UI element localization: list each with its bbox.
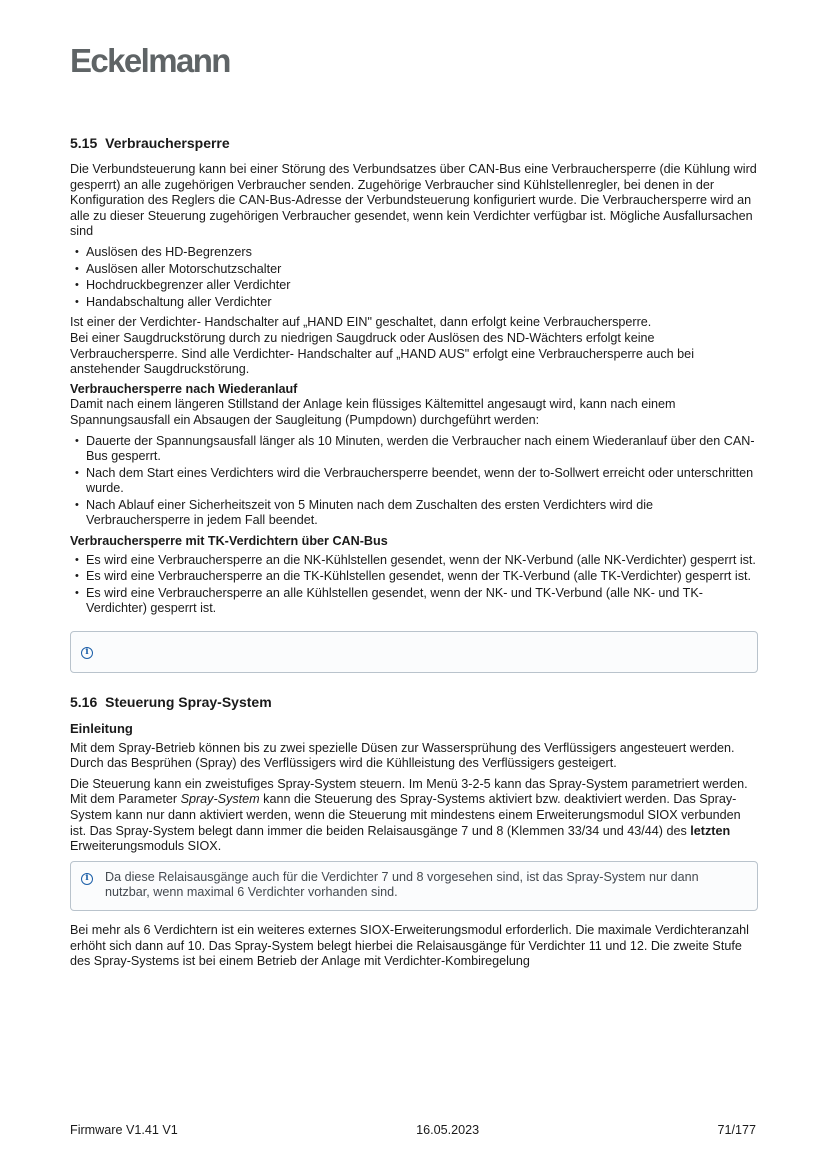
list-item: • Es wird eine Verbrauchersperre an die TK-Kühlstellen gesendet, wenn der TK-Verbund (alle TK-Verdichter) gesperrt ist. [70,569,758,585]
restart-paragraph: Damit nach einem längeren Stillstand der Anlage kein flüssiges Kältemittel angesaugt wird, kann nach einem Spannungsausfall ein Absaugen der Saugleitung (Pumpdown) durchgeführt werden: [70,397,676,427]
spray-paragraph-3: Bei mehr als 6 Verdichtern ist ein weiteres externes SIOX-Erweiterungsmodul erforderlich. Die maximale Verdichteranzahl erhöht sich dann auf 10. Das Spray-System belegt hierbei die Relaisausgänge für Verdichter 11 und 12. Die zweite Stufe des Spray-Systems ist bei einem Betrieb der Anlage mit Verdichter-Kombiregelung [70,922,749,969]
info-icon: i [81,647,93,659]
spray-paragraph-1: Mit dem Spray-Betrieb können bis zu zwei spezielle Düsen zur Wassersprühung des Verflüssigers angesteuert werden. Durch das Besprühen (Spray) des Verflüssigers wird die Kühlleistung des Verflüssigers gesteigert. [70,740,735,771]
parameter-name: Spray-System [180,792,260,807]
text-run: Erweiterungsmoduls SIOX. [70,839,222,854]
footer-page-number: 71/177 [717,1123,756,1137]
info-note-box [70,861,758,911]
list-item: • Es wird eine Verbrauchersperre an alle Kühlstellen gesendet, wenn der NK- und TK-Verbund (alle NK- und TK-Verdichter) gesperrt ist. [70,586,758,617]
list-item: • Es wird eine Verbrauchersperre an die NK-Kühlstellen gesendet, wenn der NK-Verbund (alle NK-Verdichter) gesperrt ist. [70,553,758,569]
list-item: • Hochdruckbegrenzer aller Verdichter [70,278,758,294]
page-footer [70,1123,756,1139]
intro-subheading: Einleitung [70,721,133,737]
intro-paragraph: Die Verbundsteuerung kann bei einer Störung des Verbundsatzes über CAN-Bus eine Verbrauchersperre (die Kühlung wird gesperrt) an alle zugehörigen Verbraucher senden. Zugehörige Verbraucher sind Kühlstellenregler, bei denen in der Konfiguration des Reglers die CAN-Bus-Adresse der Verbundsteuerung konfiguriert wurde. Die Verbrauchersperre wird an alle zu dieser Steuerung zugehörigen Verbraucher gesendet, wenn kein Verdichter verfügbar ist. Mögliche Ausfallursachen sind [70,162,757,239]
info-icon: i [81,873,93,885]
restart-heading: Verbrauchersperre nach Wiederanlauf [70,381,298,396]
section-heading-verbrauchersperre [70,134,758,152]
footer-date: 16.05.2023 [416,1123,480,1137]
section-heading-spray-system [70,693,758,711]
footer-version: Firmware V1.41 V1 [70,1123,178,1137]
list-item: • Dauerte der Spannungsausfall länger als 10 Minuten, werden die Verbraucher nach einem Wiederanlauf über den CAN-Bus gesperrt. [70,434,758,465]
failure-causes-list [70,245,758,310]
page-content [70,134,758,975]
section-title: Verbrauchersperre [105,135,230,151]
text-run: kann die Steuerung des Spray-Systems aktiviert bzw. deaktiviert werden. Das Spray-System kann nur dann aktiviert werden, wenn die Steuerung mit mindestens einem Erweiterungsmodul SIOX verbunden ist. Das Spray-System belegt dann immer die beiden Relaisausgänge 7 und 8 (Klemmen 33/34 und 43/44) des [70,792,741,838]
restart-list [70,434,758,530]
tk-heading: Verbrauchersperre mit TK-Verdichtern über CAN-Bus [70,534,388,549]
spray-paragraph-2 [70,777,758,855]
emphasis-text: letzten [690,823,731,838]
section-number: 5.16 [70,694,98,711]
note-text: Da diese Relaisausgänge auch für die Verdichter 7 und 8 vorgesehen sind, ist das Spray-System nur dann nutzbar, wenn maximal 6 Verdichter vorhanden sind. [105,869,699,900]
company-logo: Eckelmann [70,42,230,79]
list-item: • Nach dem Start eines Verdichters wird die Verbrauchersperre beendet, wenn der to-Sollwert erreicht oder unterschritten wurde. [70,466,758,497]
hand-switch-line1: Ist einer der Verdichter- Handschalter auf „HAND EIN" geschaltet, dann erfolgt keine Verbrauchersperre. [70,315,652,330]
section-number: 5.15 [70,135,98,151]
section-title: Steuerung Spray-System [105,694,272,711]
info-note-box [70,631,758,673]
text-run: Die Steuerung kann ein zweistufiges Spray-System steuern. Im Menü 3-2-5 kann das Spray-System parametriert werden. Mit dem Parameter [70,776,748,807]
hand-switch-line2: Bei einer Saugdruckstörung durch zu niedrigen Saugdruck oder Auslösen des ND-Wächters erfolgt keine Verbrauchersperre. Sind alle Verdichter- Handschalter auf „HAND AUS" erfolgt eine Verbrauchersperre auch bei anstehender Saugdruckstörung. [70,330,694,377]
tk-list [70,553,758,617]
hand-switch-paragraph [70,315,758,377]
list-item: • Handabschaltung aller Verdichter [70,295,758,311]
list-item: • Auslösen des HD-Begrenzers [70,245,758,261]
list-item: • Nach Ablauf einer Sicherheitszeit von 5 Minuten nach dem Zuschalten des ersten Verdichters wird die Verbrauchersperre in jedem Fall beendet. [70,498,758,529]
list-item: • Auslösen aller Motorschutzschalter [70,262,758,278]
